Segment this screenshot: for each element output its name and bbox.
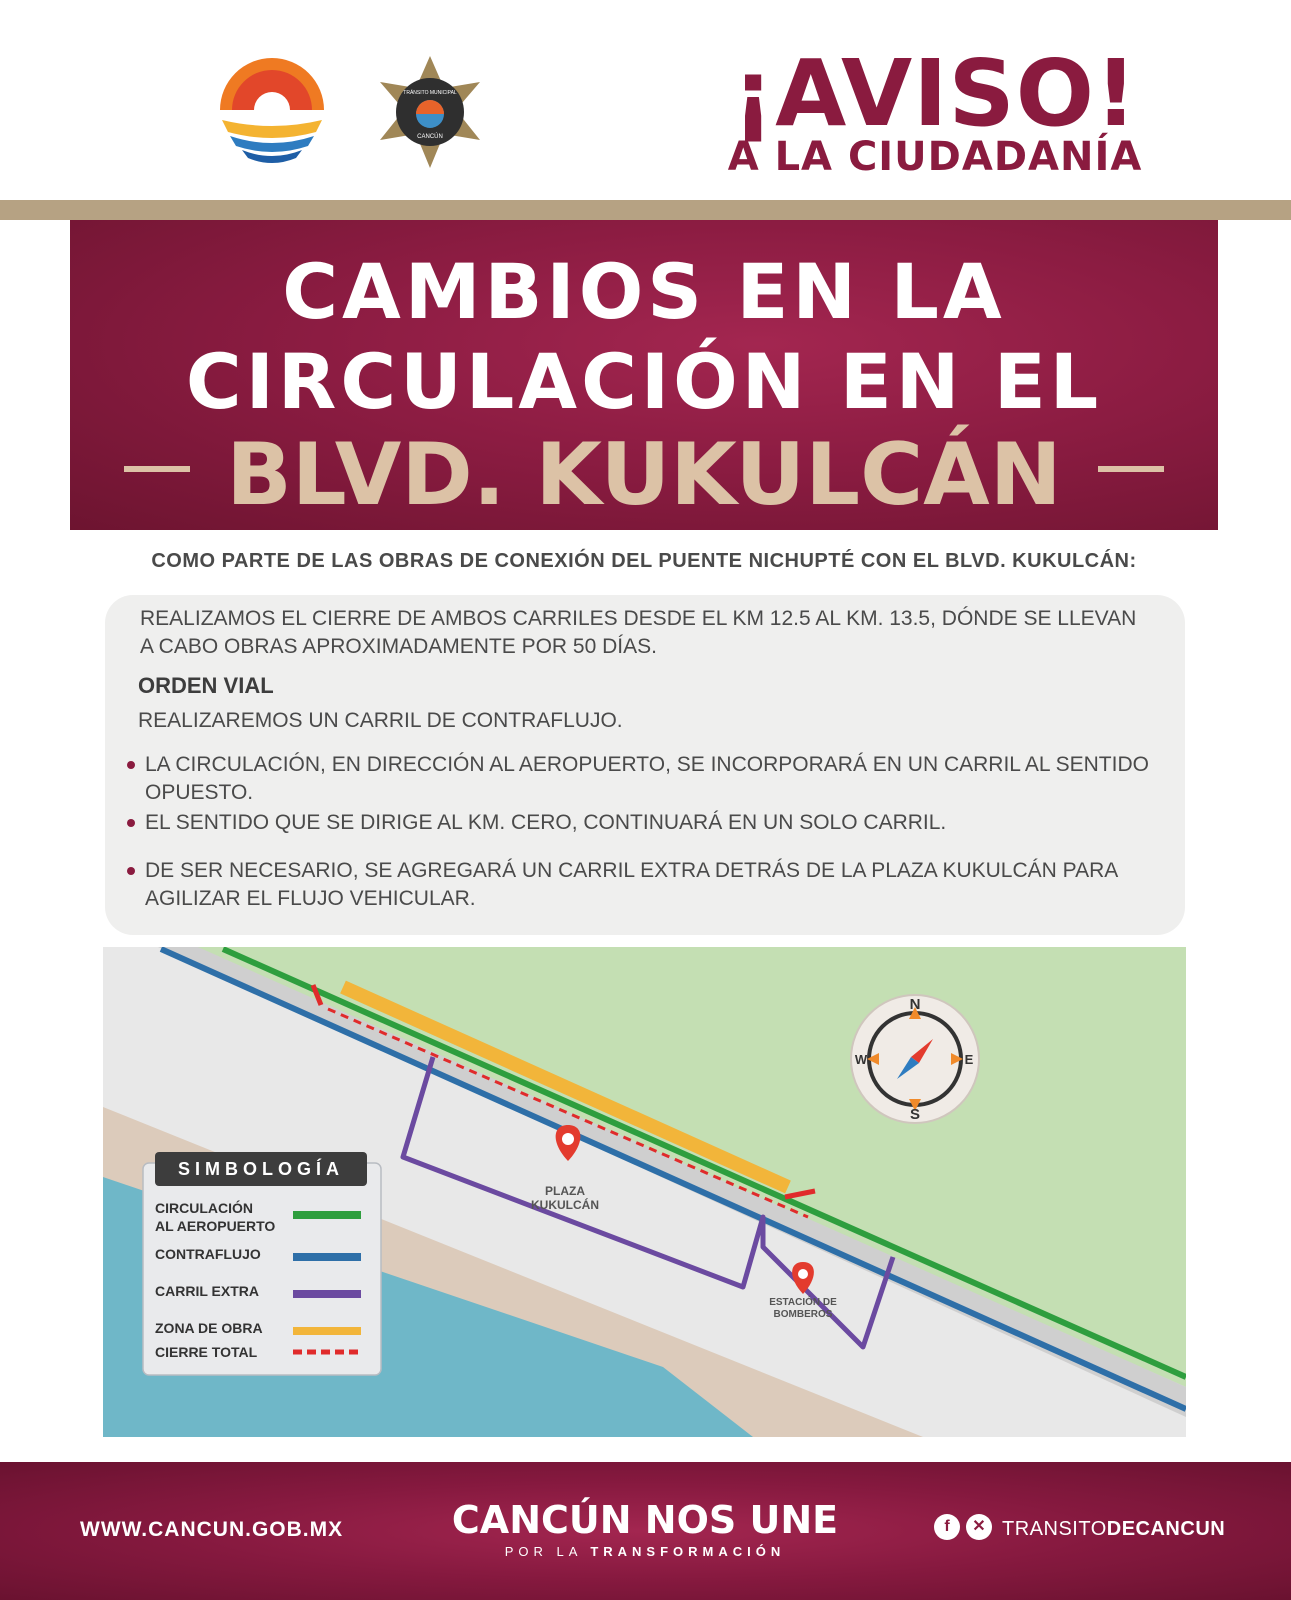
badge-bottom-text: CANCÚN <box>417 134 443 140</box>
footer-subslogan <box>440 1544 850 1559</box>
intro-text: COMO PARTE DE LAS OBRAS DE CONEXIÓN DEL PUENTE NICHUPTÉ CON EL BLVD. KUKULCÁN: <box>151 550 1137 572</box>
legend-label: ZONA DE OBRA <box>155 1320 263 1336</box>
plaza-label: KUKULCÁN <box>531 1198 599 1212</box>
legend-label: CIRCULACIÓN <box>155 1200 253 1216</box>
subslogan-part: POR LA <box>504 1544 582 1559</box>
bullet-dot <box>127 761 135 769</box>
banner-line-3: BLVD. KUKULCÁN <box>226 425 1062 525</box>
legend-label: AL AEROPUERTO <box>155 1218 276 1234</box>
banner-dash-right <box>1098 466 1164 472</box>
route-map <box>103 947 1186 1437</box>
section-heading: ORDEN VIAL <box>138 673 274 698</box>
list-item: LA CIRCULACIÓN, EN DIRECCIÓN AL AEROPUERTO, SE INCORPORARÁ EN UN CARRIL AL SENTIDO OPUESTO. <box>145 753 1149 804</box>
banner-line-1: CAMBIOS EN LA <box>282 247 1006 336</box>
compass-east: E <box>964 1052 974 1067</box>
transito-badge-icon <box>370 52 490 172</box>
divider-strip <box>0 200 1291 220</box>
legend-label: CIERRE TOTAL <box>155 1344 258 1360</box>
legend-swatch <box>293 1211 361 1219</box>
compass-south: S <box>909 1106 921 1123</box>
fire-station-label: BOMBEROS <box>773 1309 833 1320</box>
notice-title: ¡AVISO! <box>732 40 1138 147</box>
website-link[interactable]: WWW.CANCUN.GOB.MX <box>80 1518 344 1541</box>
bullet-dot <box>127 867 135 875</box>
info-box <box>105 595 1185 935</box>
list-item: DE SER NECESARIO, SE AGREGARÁ UN CARRIL EXTRA DETRÁS DE LA PLAZA KUKULCÁN PARA AGILIZAR EL FLUJO VEHICULAR. <box>145 859 1118 910</box>
plaza-label: PLAZA <box>545 1184 585 1198</box>
legend-title: SIMBOLOGÍA <box>178 1159 344 1179</box>
x-icon[interactable]: ✕ <box>966 1514 992 1540</box>
social-handle[interactable] <box>1002 1518 1225 1541</box>
legend-swatch <box>293 1327 361 1335</box>
bullet-dot <box>127 819 135 827</box>
notice-subtitle: A LA CIUDADANÍA <box>727 134 1143 180</box>
fire-station-label: ESTACIÓN DE <box>769 1297 837 1308</box>
contraflow-text: REALIZAREMOS UN CARRIL DE CONTRAFLUJO. <box>138 709 623 732</box>
cancun-sun-logo <box>212 58 332 170</box>
list-item: EL SENTIDO QUE SE DIRIGE AL KM. CERO, CONTINUARÁ EN UN SOLO CARRIL. <box>145 811 947 834</box>
handle-part: DECANCUN <box>1106 1518 1226 1540</box>
footer-slogan: CANCÚN NOS UNE <box>451 1498 839 1542</box>
compass-west: W <box>854 1052 868 1067</box>
legend-label: CONTRAFLUJO <box>155 1246 261 1262</box>
compass-north: N <box>909 996 921 1013</box>
legend-label: CARRIL EXTRA <box>155 1283 259 1299</box>
handle-part: TRANSITO <box>1002 1518 1107 1540</box>
banner-line-2: CIRCULACIÓN EN EL <box>185 337 1103 426</box>
legend-swatch <box>293 1253 361 1261</box>
legend-swatch <box>293 1290 361 1298</box>
badge-top-text: TRÁNSITO MUNICIPAL <box>403 90 457 96</box>
compass-icon <box>851 995 979 1123</box>
header <box>0 0 1291 200</box>
subslogan-part: TRANSFORMACIÓN <box>590 1544 786 1559</box>
map-legend <box>143 1152 381 1375</box>
title-banner <box>70 220 1218 530</box>
closure-text: REALIZAMOS EL CIERRE DE AMBOS CARRILES DESDE EL KM 12.5 AL KM. 13.5, DÓNDE SE LLEVAN A CABO OBRAS APROXIMADAMENTE POR 50 DÍAS. <box>140 607 1137 658</box>
footer <box>0 1462 1291 1600</box>
facebook-icon[interactable]: f <box>934 1514 960 1540</box>
